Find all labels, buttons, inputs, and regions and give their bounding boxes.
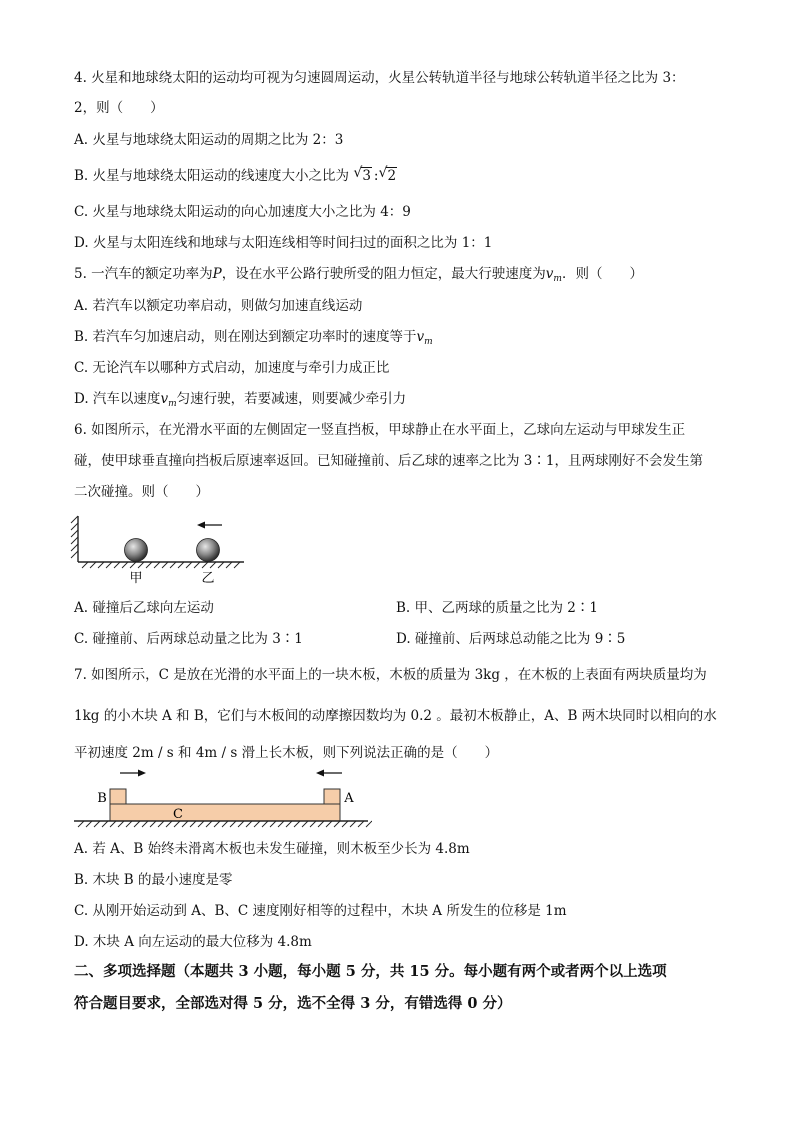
q5-option-d-prefix: D. 汽车以速度 <box>74 391 161 407</box>
sqrt-symbol: √ 2 <box>378 165 397 184</box>
q4-option-b-sqrt2: 2 <box>387 168 397 184</box>
q7-stem-line2: 1kg 的小木块 A 和 B，它们与木板间的动摩擦因数均为 0.2 。最初木板静止，A、B 两木块同时以相向的水 <box>74 708 717 724</box>
q6-diagram <box>70 512 250 588</box>
hatch-mark <box>142 821 148 827</box>
hatch-mark <box>286 821 292 827</box>
q6-option-d: D. 碰撞前、后两球总动能之比为 9∶5 <box>396 631 626 647</box>
q6-option-a: A. 碰撞后乙球向左运动 <box>74 600 214 616</box>
hatch-mark <box>166 821 172 827</box>
hatch-mark <box>134 821 140 827</box>
q5-stem-p: P <box>212 266 222 282</box>
hatch-mark <box>334 821 340 827</box>
hatch-mark <box>158 821 164 827</box>
hatch-mark <box>262 821 268 827</box>
hatch-mark <box>150 821 156 827</box>
label-jia: 甲 <box>129 571 143 586</box>
q5-stem <box>74 265 643 288</box>
left-arrow-icon <box>197 522 222 529</box>
hatch-mark <box>238 821 244 827</box>
hatch-mark <box>342 821 348 827</box>
block-b <box>110 789 126 804</box>
hatch-mark <box>190 821 196 827</box>
q4-option-b <box>74 167 399 185</box>
board-c <box>110 804 340 821</box>
ball-jia <box>125 539 148 562</box>
hatch-mark <box>302 821 308 827</box>
section2-heading-line1: 二、多项选择题（本题共 3 小题，每小题 5 分，共 15 分。每小题有两个或者两个以上选项 <box>74 963 667 980</box>
label-yi: 乙 <box>201 571 215 586</box>
section2-heading-line2: 符合题目要求，全部选对得 5 分，选不全得 3 分，有错选得 0 分） <box>74 995 512 1012</box>
hatch-mark <box>318 821 324 827</box>
label-a: A <box>344 791 354 806</box>
q4-option-c: C. 火星与地球绕太阳运动的向心加速度大小之比为 4：9 <box>74 204 411 220</box>
q6-option-c: C. 碰撞前、后两球总动量之比为 3∶1 <box>74 631 303 647</box>
q6-stem-line2: 碰，使甲球垂直撞向挡板后原速率返回。已知碰撞前、后乙球的速率之比为 3∶1，且两球刚好不会发生第 <box>74 453 703 469</box>
label-b: B <box>97 791 107 806</box>
hatch-mark <box>198 821 204 827</box>
hatch-mark <box>78 821 84 827</box>
q5-option-d-v: v <box>160 391 169 407</box>
q4-stem-line1: 4. 火星和地球绕太阳的运动均可视为匀速圆周运动，火星公转轨道半径与地球公转轨道半径之比为 3： <box>74 70 685 86</box>
q6-stem-line3: 二次碰撞。则（ ） <box>74 484 209 500</box>
hatch-mark <box>94 821 100 827</box>
q5-stem-sub: m <box>553 274 562 284</box>
wall-hatching <box>71 516 78 558</box>
hatch-mark <box>350 821 356 827</box>
q7-option-b: B. 木块 B 的最小速度是零 <box>74 872 233 888</box>
q7-stem-line3: 平初速度 2m / s 和 4m / s 滑上长木板，则下列说法正确的是（ ） <box>74 745 499 761</box>
q7-option-c: C. 从刚开始运动到 A、B、C 速度刚好相等的过程中，木块 A 所发生的位移是 1m <box>74 903 567 919</box>
hatch-mark <box>102 821 108 827</box>
hatch-mark <box>278 821 284 827</box>
q5-option-d-sub: m <box>168 399 177 409</box>
q4-option-b-colon: : <box>373 168 379 184</box>
q5-option-b-v: v <box>416 329 425 345</box>
q4-option-b-text: B. 火星与地球绕太阳运动的线速度大小之比为 <box>74 168 350 184</box>
hatch-mark <box>118 821 124 827</box>
left-arrow-icon <box>316 770 342 777</box>
hatch-mark <box>326 821 332 827</box>
q5-stem-prefix: 5. 一汽车的额定功率为 <box>74 266 213 282</box>
q5-option-a: A. 若汽车以额定功率启动，则做匀加速直线运动 <box>74 298 363 314</box>
ball-yi <box>197 539 220 562</box>
ground-hatching <box>78 821 372 827</box>
q5-stem-v: v <box>545 266 554 282</box>
sqrt-symbol: √ 3 <box>353 165 371 184</box>
q4-option-b-sqrt1: 3 <box>362 168 371 184</box>
hatch-mark <box>358 821 364 827</box>
block-a <box>324 789 340 804</box>
label-c: C <box>173 807 183 822</box>
q5-option-d <box>74 390 406 413</box>
hatch-mark <box>270 821 276 827</box>
hatch-mark <box>126 821 132 827</box>
hatch-mark <box>246 821 252 827</box>
right-arrow-icon <box>120 770 146 777</box>
q5-stem-suffix: ．则（ ） <box>561 266 643 282</box>
q7-stem-line1: 7. 如图所示，C 是放在光滑的水平面上的一块木板，木板的质量为 3kg ，在木板的上表面有两块质量均为 <box>74 667 707 683</box>
hatch-mark <box>214 821 220 827</box>
q4-stem-line2: 2，则（ ） <box>74 100 164 116</box>
q7-option-a: A. 若 A、B 始终未滑离木板也未发生碰撞，则木板至少长为 4.8m <box>74 841 470 857</box>
q7-diagram <box>72 764 372 830</box>
hatch-mark <box>86 821 92 827</box>
q7-option-d: D. 木块 A 向左运动的最大位移为 4.8m <box>74 934 312 950</box>
hatch-mark <box>222 821 228 827</box>
hatch-mark <box>254 821 260 827</box>
q6-stem-line1: 6. 如图所示，在光滑水平面的左侧固定一竖直挡板，甲球静止在水平面上，乙球向左运动与甲球发生正 <box>74 422 686 438</box>
q4-option-a: A. 火星与地球绕太阳运动的周期之比为 2：3 <box>74 132 344 148</box>
hatch-mark <box>230 821 236 827</box>
q4-option-d: D. 火星与太阳连线和地球与太阳连线相等时间扫过的面积之比为 1：1 <box>74 235 493 251</box>
q6-option-b: B. 甲、乙两球的质量之比为 2∶1 <box>396 600 598 616</box>
hatch-mark <box>310 821 316 827</box>
q5-option-b-sub: m <box>424 337 433 347</box>
q5-option-b-prefix: B. 若汽车匀加速启动，则在刚达到额定功率时的速度等于 <box>74 329 417 345</box>
q5-stem-mid: ，设在水平公路行驶所受的阻力恒定，最大行驶速度为 <box>221 266 546 282</box>
q5-option-b <box>74 328 433 351</box>
hatch-mark <box>110 821 116 827</box>
ground-hatching <box>82 562 240 568</box>
hatch-mark <box>366 821 372 827</box>
hatch-mark <box>206 821 212 827</box>
hatch-mark <box>294 821 300 827</box>
q5-option-d-suffix: 匀速行驶，若要减速，则要减少牵引力 <box>176 391 407 407</box>
q5-option-c: C. 无论汽车以哪种方式启动，加速度与牵引力成正比 <box>74 360 390 376</box>
